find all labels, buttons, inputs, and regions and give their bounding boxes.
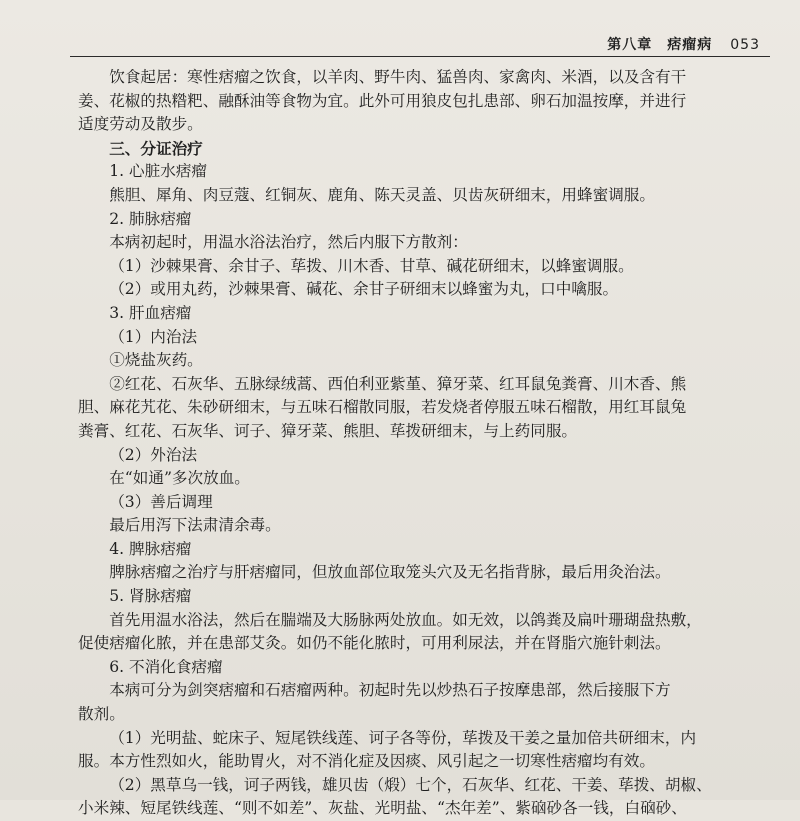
text-line: （1）沙棘果膏、余甘子、荜拨、川木香、甘草、碱花研细末，以蜂蜜调服。: [109, 256, 634, 275]
text-line: 粪膏、红花、石灰华、诃子、獐牙菜、熊胆、荜拨研细末，与上药同服。: [78, 421, 578, 440]
text-line: （3）善后调理: [109, 492, 213, 511]
text-line: 熊胆、犀角、肉豆蔻、红铜灰、鹿角、陈天灵盖、贝齿灰研细末，用蜂蜜调服。: [109, 185, 655, 204]
text-line: （2）或用丸药，沙棘果膏、碱花、余甘子研细末以蜂蜜为丸，口中噙服。: [109, 280, 619, 299]
text-line: 本病初起时，用温水浴法治疗，然后内服下方散剂：: [109, 233, 468, 252]
running-header: [607, 34, 760, 54]
text-line: 脾脉痞瘤之治疗与肝痞瘤同，但放血部位取笼头穴及无名指背脉，最后用灸治法。: [109, 563, 671, 582]
subsection-heading: 2. 肺脉痞瘤: [109, 209, 192, 228]
text-line: 适度劳动及散步。: [78, 115, 203, 134]
page-number: 053: [730, 37, 760, 53]
text-line: （1）内治法: [109, 327, 198, 346]
subsection-heading: 4. 脾脉痞瘤: [109, 539, 192, 558]
text-line: 服。本方性烈如火，能助胃火，对不消化症及因痰、风引起之一切寒性痞瘤均有效。: [78, 752, 655, 771]
subsection-heading: 1. 心脏水痞瘤: [109, 162, 207, 181]
subsection-heading: 6. 不消化食痞瘤: [109, 657, 223, 676]
body-text: [78, 66, 750, 821]
text-line: ①烧盐灰药。: [109, 351, 203, 370]
text-line: 本病可分为剑突痞瘤和石痞瘤两种。初起时先以炒热石子按摩患部，然后接服下方: [109, 681, 671, 700]
text-line: （1）光明盐、蛇床子、短尾铁线莲、诃子各等份，荜拨及干姜之量加倍共研细末，内: [109, 728, 697, 747]
text-line: 首先用温水浴法，然后在腨端及大肠脉两处放血。如无效，以鸽粪及扁叶珊瑚盘热敷，: [109, 610, 702, 629]
chapter-title: 第八章 痞瘤病: [607, 37, 713, 53]
subsection-heading: 3. 肝血痞瘤: [109, 303, 192, 322]
text-line: 促使痞瘤化脓，并在患部艾灸。如仍不能化脓时，可用利尿法，并在肾脂穴施针刺法。: [78, 634, 671, 653]
text-line: 饮食起居：寒性痞瘤之饮食，以羊肉、野牛肉、猛兽肉、家禽肉、米酒，以及含有干: [109, 68, 687, 86]
header-rule: [70, 56, 770, 57]
text-line: ②红花、石灰华、五脉绿绒蒿、西伯利亚紫堇、獐牙菜、红耳鼠兔粪膏、川木香、熊: [109, 374, 687, 393]
text-line: 小米辣、短尾铁线莲、“则不如差”、灰盐、光明盐、“杰年差”、紫硇砂各一钱，白硇砂、: [78, 799, 687, 818]
text-line: 胆、麻花艽花、朱砂研细末，与五味石榴散同服，若发烧者停服五味石榴散，用红耳鼠兔: [78, 398, 687, 417]
text-line: （2）黑草乌一钱，诃子两钱，雄贝齿（煅）七个，石灰华、红花、干姜、荜拨、胡椒、: [109, 775, 712, 794]
text-line: 在“如通”多次放血。: [109, 469, 250, 488]
text-line: 姜、花椒的热糌粑、融酥油等食物为宜。此外可用狼皮包扎患部、卵石加温按摩，并进行: [78, 91, 687, 110]
section-heading: 三、分证治疗: [109, 138, 203, 158]
text-line: （2）外治法: [109, 445, 198, 464]
text-line: 散剂。: [78, 705, 125, 724]
subsection-heading: 5. 肾脉痞瘤: [109, 587, 192, 606]
text-line: 最后用泻下法肃清余毒。: [109, 516, 281, 535]
